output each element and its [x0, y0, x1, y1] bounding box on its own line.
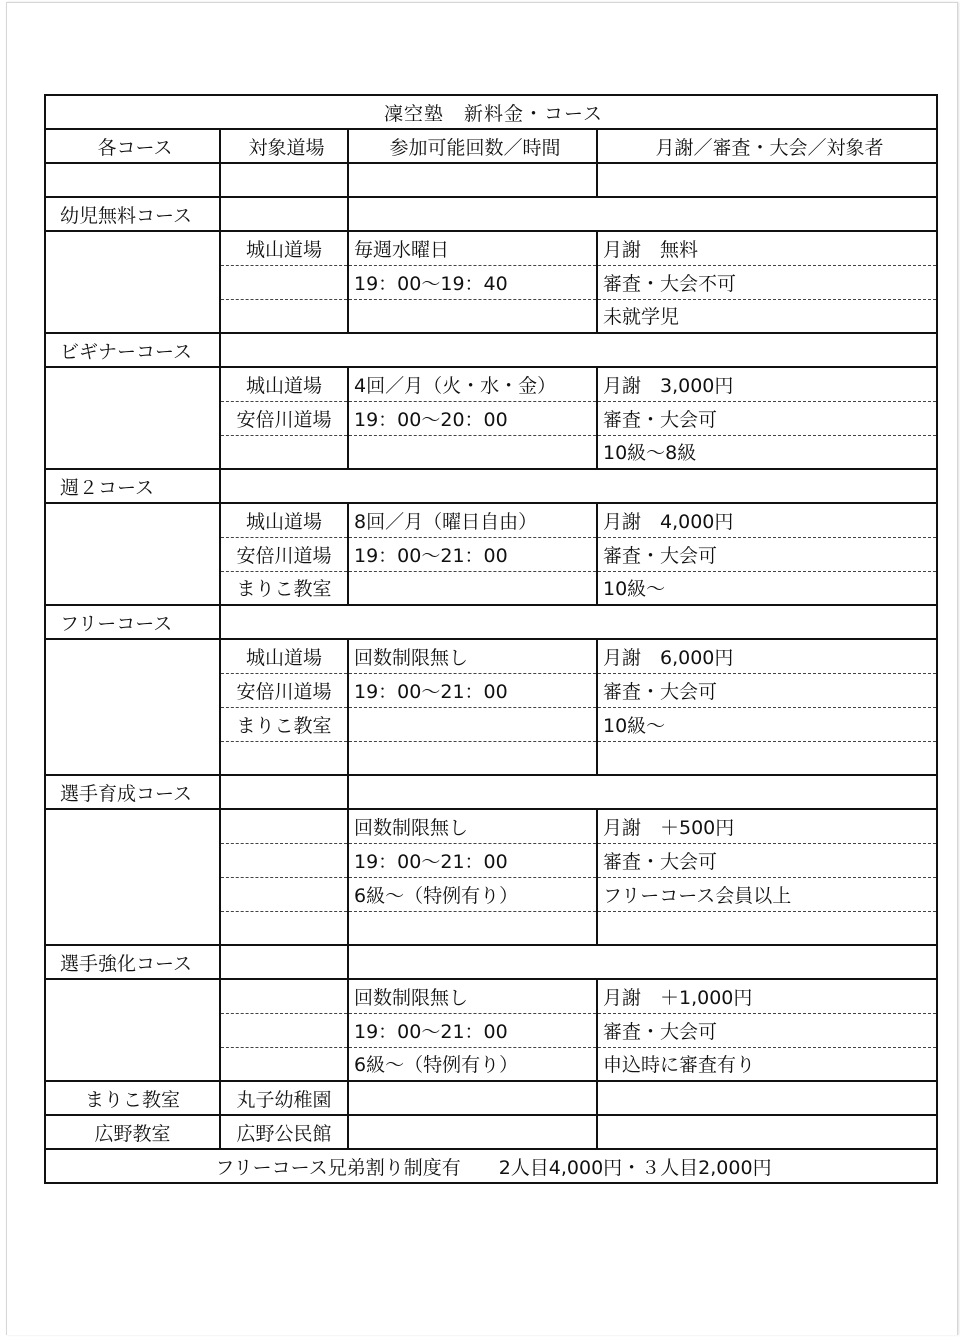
info-cell: 月謝 6,000円: [597, 639, 937, 673]
header-info: 月謝／審査・大会／対象者: [597, 129, 937, 163]
info-cell: 10級～8級: [597, 435, 937, 469]
footer-row: [45, 1149, 937, 1183]
times-cell: 回数制限無し: [348, 979, 597, 1013]
branch-row: [45, 1115, 937, 1149]
course-name: 選手育成コース: [45, 775, 220, 809]
info-cell: 月謝 無料: [597, 231, 937, 265]
times-cell: 19：00～21：00: [348, 673, 597, 707]
info-cell: [597, 911, 937, 945]
dojo-cell: [220, 1013, 348, 1047]
times-cell: [348, 707, 597, 741]
course-detail-row: [45, 809, 937, 843]
dojo-cell: 安倍川道場: [220, 401, 348, 435]
times-cell: 19：00～20：00: [348, 401, 597, 435]
info-cell: フリーコース会員以上: [597, 877, 937, 911]
info-cell: 未就学児: [597, 299, 937, 333]
dojo-cell: 安倍川道場: [220, 537, 348, 571]
dojo-cell: 城山道場: [220, 639, 348, 673]
info-cell: 審査・大会可: [597, 673, 937, 707]
header-row: [45, 129, 937, 163]
document-title: 凜空塾 新料金・コース: [45, 95, 937, 129]
times-cell: 19：00～21：00: [348, 843, 597, 877]
dojo-cell: まりこ教室: [220, 571, 348, 605]
fee-course-table: [44, 94, 938, 1184]
times-cell: [348, 435, 597, 469]
dojo-cell: [220, 877, 348, 911]
branch-row: [45, 1081, 937, 1115]
header-dojo: 対象道場: [220, 129, 348, 163]
info-cell: 申込時に審査有り: [597, 1047, 937, 1081]
dojo-cell: 安倍川道場: [220, 673, 348, 707]
sibling-discount-note: フリーコース兄弟割り制度有 2人目4,000円・３人目2,000円: [45, 1149, 937, 1183]
branch-place: 丸子幼稚園: [220, 1081, 348, 1115]
branch-place: 広野公民館: [220, 1115, 348, 1149]
dojo-cell: 城山道場: [220, 231, 348, 265]
course-detail-row: [45, 639, 937, 673]
course-name: 週２コース: [45, 469, 220, 503]
info-cell: 月謝 4,000円: [597, 503, 937, 537]
dojo-cell: [220, 1047, 348, 1081]
times-cell: [348, 741, 597, 775]
course-detail-row: [45, 503, 937, 537]
course-header-row: [45, 469, 937, 503]
dojo-cell: まりこ教室: [220, 707, 348, 741]
dojo-cell: [220, 809, 348, 843]
info-cell: 月謝 ＋1,000円: [597, 979, 937, 1013]
times-cell: 4回／月（火・水・金）: [348, 367, 597, 401]
course-header-row: [45, 775, 937, 809]
title-row: [45, 95, 937, 129]
course-detail-row: [45, 231, 937, 265]
info-cell: 審査・大会不可: [597, 265, 937, 299]
course-header-row: [45, 605, 937, 639]
times-cell: 6級～（特例有り）: [348, 1047, 597, 1081]
times-cell: [348, 299, 597, 333]
course-header-row: [45, 333, 937, 367]
info-cell: 月謝 3,000円: [597, 367, 937, 401]
times-cell: 19：00～21：00: [348, 1013, 597, 1047]
branch-name: まりこ教室: [45, 1081, 220, 1115]
course-header-row: [45, 197, 937, 231]
dojo-cell: [220, 843, 348, 877]
times-cell: 回数制限無し: [348, 809, 597, 843]
branch-name: 広野教室: [45, 1115, 220, 1149]
dojo-cell: [220, 435, 348, 469]
dojo-cell: [220, 265, 348, 299]
info-cell: 審査・大会可: [597, 843, 937, 877]
dojo-cell: 城山道場: [220, 367, 348, 401]
info-cell: 10級～: [597, 571, 937, 605]
blank-row: [45, 163, 937, 197]
times-cell: [348, 911, 597, 945]
info-cell: 10級～: [597, 707, 937, 741]
info-cell: 審査・大会可: [597, 1013, 937, 1047]
times-cell: 8回／月（曜日自由）: [348, 503, 597, 537]
info-cell: 審査・大会可: [597, 537, 937, 571]
course-name: 選手強化コース: [45, 945, 220, 979]
document-page: [6, 2, 958, 1335]
times-cell: 回数制限無し: [348, 639, 597, 673]
dojo-cell: [220, 911, 348, 945]
course-name: フリーコース: [45, 605, 220, 639]
info-cell: 月謝 ＋500円: [597, 809, 937, 843]
times-cell: 19：00～21：00: [348, 537, 597, 571]
course-detail-row: [45, 979, 937, 1013]
times-cell: 19：00～19：40: [348, 265, 597, 299]
header-course: 各コース: [45, 129, 220, 163]
course-detail-row: [45, 367, 937, 401]
info-cell: [597, 741, 937, 775]
header-times: 参加可能回数／時間: [348, 129, 597, 163]
course-name: ビギナーコース: [45, 333, 220, 367]
course-name: 幼児無料コース: [45, 197, 220, 231]
dojo-cell: [220, 979, 348, 1013]
dojo-cell: 城山道場: [220, 503, 348, 537]
times-cell: [348, 571, 597, 605]
dojo-cell: [220, 299, 348, 333]
times-cell: 6級～（特例有り）: [348, 877, 597, 911]
course-header-row: [45, 945, 937, 979]
times-cell: 毎週水曜日: [348, 231, 597, 265]
dojo-cell: [220, 741, 348, 775]
info-cell: 審査・大会可: [597, 401, 937, 435]
